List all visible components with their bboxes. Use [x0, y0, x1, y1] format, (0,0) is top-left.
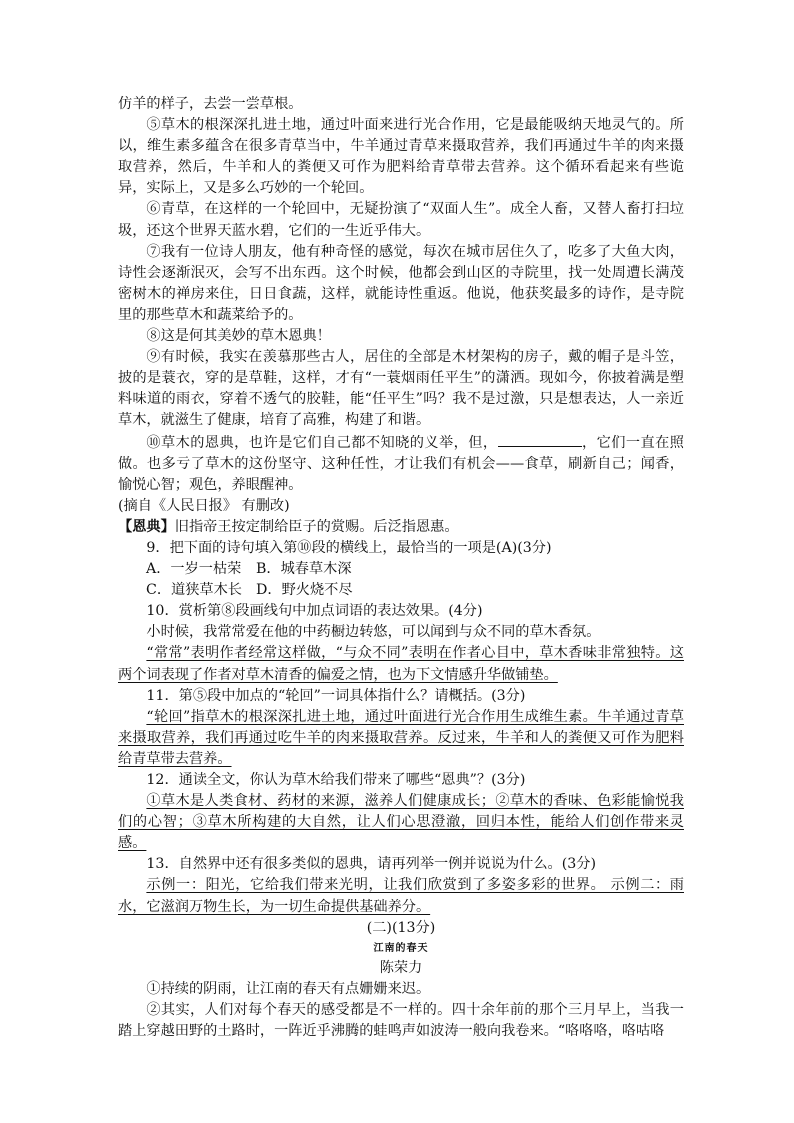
article-paragraph-2: ②其实，人们对每个春天的感受都是不一样的。四十余年前的那个三月早上，当我一踏上穿越田野的土路时，一阵近乎沸腾的蛙鸣声如波涛一般向我卷来。“咯咯咯，咯咕咯 — [118, 1001, 684, 1039]
article-title: 江南的春天 — [373, 942, 429, 954]
question-12-answer: ①草木是人类食材、药材的来源，滋养人们健康成长；②草木的香味、色彩能愉悦我们的心智；③草木所构建的大自然，让人们心思澄澈，回归本性，能给人们创作带来灵感。 — [118, 793, 684, 852]
paragraph-7: ⑦我有一位诗人朋友，他有种奇怪的感觉，每次在城市居住久了，吃多了大鱼大肉，诗性会逐渐泯灭，会写不出东西。这个时候，他都会到山区的寺院里，找一处周遭长满茂密树木的禅房来住，日日食蔬，这样，就能诗性重返。他说，他获奖最多的诗作，是寺院里的那些草木和蔬菜给予的。 — [118, 243, 684, 323]
article-author: 陈荣力 — [379, 959, 423, 976]
footnote-text: 旧指帝王按定制给臣子的赏赐。后泛指恩惠。 — [174, 518, 459, 535]
question-10-answer: “常常”表明作者经常这样做，“与众不同”表明在作者心目中，草木香味非常独特。这两个词表现了作者对草木清香的偏爱之情，也为下文情感升华做铺垫。 — [118, 645, 684, 683]
question-9: 9．把下面的诗句填入第⑩段的横线上，最恰当的一项是(A)(3分) — [146, 539, 552, 556]
source-citation: (摘自《人民日报》 有删改) — [118, 497, 290, 514]
article-paragraph-1: ①持续的阴雨，让江南的春天有点姗姗来迟。 — [146, 980, 431, 997]
question-9-options-row-2 — [118, 580, 684, 601]
question-12: 12．通读全文，你认为草木给我们带来了哪些“恩典”？(3分) — [146, 772, 526, 788]
paragraph-continuation: 仿羊的样子，去尝一尝草根。 — [118, 96, 303, 112]
fill-in-blank — [498, 432, 582, 447]
option-a: A．一岁一枯荣 — [146, 561, 242, 578]
question-11-answer: “轮回”指草木的根深深扎进土地，通过叶面进行光合作用生成维生素。牛羊通过青草来摄取营养，我们再通过吃牛羊的肉来摄取营养。反过来，牛羊和人的粪便又可作为肥料给青草带去营养。 — [118, 708, 684, 767]
paragraph-8: ⑧这是何其美妙的草木恩典！ — [146, 328, 331, 345]
question-10: 10．赏析第⑧段画线句中加点词语的表达效果。(4分) — [146, 603, 483, 620]
section-2-header: (二)(13分) — [366, 919, 436, 936]
question-11: 11．第⑤段中加点的“轮回”一词具体指什么？请概括。(3分) — [146, 687, 526, 704]
paragraph-9: ⑨有时候，我实在羡慕那些古人，居住的全部是木材架构的房子，戴的帽子是斗笠，披的是蓑衣，穿的是草鞋，这样，才有“一蓑烟雨任平生”的潇洒。现如今，你披着满是塑料味道的雨衣，穿着不透气的胶鞋，能“任平生”吗？我不是过激，只是想表达，人一亲近草木，就滋生了健康，培育了高雅，构建了和谐。 — [118, 349, 684, 429]
question-13: 13．自然界中还有很多类似的恩典，请再列举一例并说说为什么。(3分) — [146, 856, 596, 873]
paragraph-5: ⑤草木的根深深扎进土地，通过叶面来进行光合作用，它是最能吸纳天地灵气的。所以，维生素多蕴含在很多青草当中，牛羊通过青草来摄取营养，我们再通过牛羊的肉来摄取营养，然后，牛羊和人的粪便又可作为肥料给青草带去营养。这个循环看起来有些诡异，实际上，又是多么巧妙的一个轮回。 — [118, 117, 684, 197]
paragraph-10 — [118, 432, 684, 496]
option-b: B．城春草木深 — [256, 561, 352, 578]
question-9-options-row-1 — [118, 559, 684, 580]
paragraph-10-part-a: ⑩草木的恩典，也许是它们自己都不知晓的义举，但， — [146, 434, 498, 451]
document-page — [118, 94, 684, 1042]
question-13-answer: 示例一：阳光，它给我们带来光明，让我们欣赏到了多姿多彩的世界。 示例二：雨水，它滋润万物生长，为一切生命提供基础养分。 — [118, 877, 684, 915]
option-c: C．道狭草木长 — [146, 582, 242, 599]
paragraph-6: ⑥青草，在这样的一个轮回中，无疑扮演了“双面人生”。成全人畜，又替人畜打扫垃圾，还这个世界天蓝水碧，它们的一生近乎伟大。 — [118, 201, 684, 239]
footnote — [118, 517, 684, 538]
option-d: D．野火烧不尽 — [256, 582, 353, 599]
question-10-quote: 小时候，我常常爱在他的中药橱边转悠，可以闻到与众不同的草木香氛。 — [146, 624, 601, 641]
footnote-label: 【恩典】 — [118, 518, 175, 535]
paragraph-10-part-b: ，它们一直在照做。也多亏了草木的这份坚守、这种任性，才让我们有机会——食草，刷新自己；闻香，愉悦心智；观色，养眼醒神。 — [118, 434, 684, 493]
